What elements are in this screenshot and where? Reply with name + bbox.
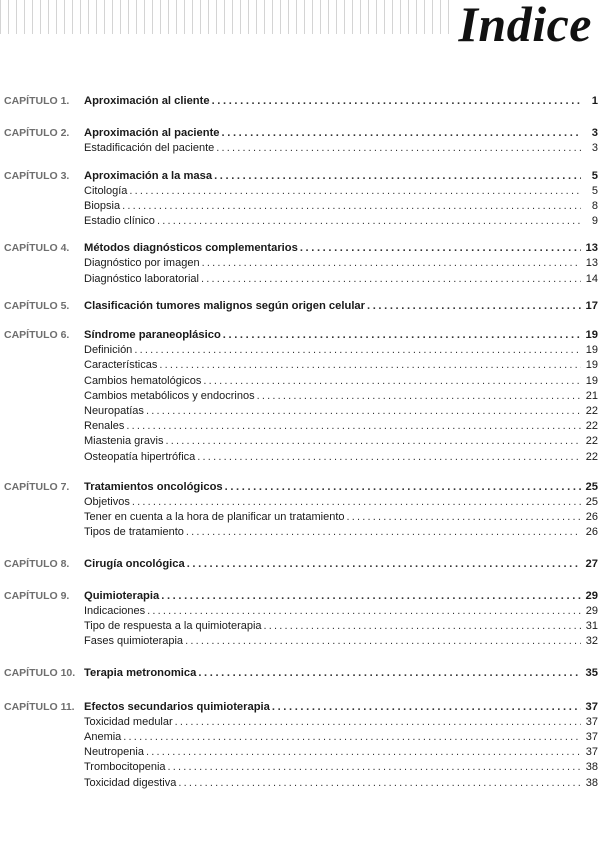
toc-chapter xyxy=(4,558,598,573)
dot-leader xyxy=(144,745,581,760)
section-title: Fases quimioterapia xyxy=(84,635,184,648)
chapter-page-number: 17 xyxy=(585,299,598,312)
section-entry xyxy=(84,730,598,745)
chapter-page-number: 35 xyxy=(585,667,598,680)
section-entry xyxy=(84,184,598,199)
section-title: Citología xyxy=(84,184,128,197)
dot-leader xyxy=(262,619,581,634)
section-page-number: 32 xyxy=(585,635,598,648)
dot-leader xyxy=(210,94,581,109)
chapter-entry xyxy=(84,589,598,604)
dot-leader xyxy=(184,525,581,540)
section-entry xyxy=(84,272,598,287)
toc-chapter xyxy=(4,299,598,314)
toc-section-row[interactable] xyxy=(4,272,598,287)
section-page-number: 19 xyxy=(585,344,598,357)
toc-chapter xyxy=(4,328,598,465)
chapter-entry xyxy=(84,299,598,314)
dot-leader xyxy=(214,141,581,156)
chapter-page-number: 29 xyxy=(585,589,598,602)
toc-chapter xyxy=(4,666,598,681)
chapter-number-label: CAPÍTULO 9. xyxy=(4,589,70,602)
dot-leader xyxy=(220,126,581,141)
toc-section-row[interactable] xyxy=(4,358,598,373)
toc-chapter-row[interactable] xyxy=(4,94,598,109)
section-page-number: 19 xyxy=(585,359,598,372)
section-entry xyxy=(84,199,598,214)
toc-chapter-row[interactable] xyxy=(4,480,598,495)
section-page-number: 25 xyxy=(585,495,598,508)
chapter-title: Aproximación al paciente xyxy=(84,127,220,140)
toc-section-row[interactable] xyxy=(4,257,598,272)
section-title: Objetivos xyxy=(84,495,130,508)
dot-leader xyxy=(144,404,581,419)
dot-leader xyxy=(195,450,581,465)
chapter-title: Tratamientos oncológicos xyxy=(84,480,223,493)
chapter-number-label: CAPÍTULO 10. xyxy=(4,667,76,680)
toc-section-row[interactable] xyxy=(4,634,598,649)
section-entry xyxy=(84,358,598,373)
section-title: Neuropatías xyxy=(84,404,144,417)
section-page-number: 14 xyxy=(585,272,598,285)
section-entry xyxy=(84,256,598,271)
toc-section-row[interactable] xyxy=(4,374,598,389)
dot-leader xyxy=(185,557,581,572)
section-page-number: 22 xyxy=(585,404,598,417)
dot-leader xyxy=(127,184,581,199)
section-title: Diagnóstico laboratorial xyxy=(84,272,199,285)
chapter-entry xyxy=(84,557,598,572)
section-page-number: 3 xyxy=(591,142,598,155)
section-page-number: 22 xyxy=(585,450,598,463)
toc-section-row[interactable] xyxy=(4,745,598,760)
section-title: Toxicidad medular xyxy=(84,715,173,728)
section-entry xyxy=(84,450,598,465)
section-page-number: 22 xyxy=(585,420,598,433)
chapter-number-label: CAPÍTULO 1. xyxy=(4,94,70,107)
chapter-entry xyxy=(84,94,598,109)
chapter-number-label: CAPÍTULO 7. xyxy=(4,480,70,493)
dot-leader xyxy=(121,730,581,745)
chapter-title: Cirugía oncológica xyxy=(84,558,185,571)
chapter-entry xyxy=(84,328,598,343)
toc-chapter-row[interactable] xyxy=(4,299,598,314)
section-entry xyxy=(84,495,598,510)
section-page-number: 9 xyxy=(591,215,598,228)
dot-leader xyxy=(166,760,581,775)
chapter-title: Aproximación a la masa xyxy=(84,169,213,182)
chapter-title: Aproximación al cliente xyxy=(84,94,210,107)
chapter-page-number: 13 xyxy=(585,242,598,255)
section-entry xyxy=(84,745,598,760)
section-title: Indicaciones xyxy=(84,604,146,617)
chapter-page-number: 37 xyxy=(585,700,598,713)
chapter-entry xyxy=(84,126,598,141)
toc-chapter xyxy=(4,589,598,650)
section-entry xyxy=(84,715,598,730)
section-title: Tipo de respuesta a la quimioterapia xyxy=(84,620,262,633)
section-page-number: 8 xyxy=(591,199,598,212)
section-entry xyxy=(84,389,598,404)
dot-leader xyxy=(200,256,581,271)
toc-section-row[interactable] xyxy=(4,184,598,199)
section-page-number: 19 xyxy=(585,374,598,387)
section-page-number: 29 xyxy=(585,604,598,617)
toc-section-row[interactable] xyxy=(4,715,598,730)
section-page-number: 21 xyxy=(585,389,598,402)
toc-chapter-row[interactable] xyxy=(4,126,598,141)
section-title: Cambios metabólicos y endocrinos xyxy=(84,389,255,402)
chapter-page-number: 3 xyxy=(591,127,598,140)
section-title: Miastenia gravis xyxy=(84,435,164,448)
toc-chapter-row[interactable] xyxy=(4,328,598,343)
toc-chapter-row[interactable] xyxy=(4,700,598,715)
chapter-title: Quimioterapia xyxy=(84,589,160,602)
chapter-title: Síndrome paraneoplásico xyxy=(84,329,221,342)
section-entry xyxy=(84,404,598,419)
section-entry xyxy=(84,419,598,434)
section-page-number: 5 xyxy=(591,184,598,197)
chapter-title: Efectos secundarios quimioterapia xyxy=(84,700,270,713)
toc-chapter-row[interactable] xyxy=(4,241,598,256)
dot-leader xyxy=(255,389,581,404)
dot-leader xyxy=(155,214,581,229)
section-page-number: 13 xyxy=(585,257,598,270)
dot-leader xyxy=(212,169,581,184)
section-title: Neutropenia xyxy=(84,746,144,759)
chapter-page-number: 27 xyxy=(585,558,598,571)
chapter-page-number: 1 xyxy=(591,94,598,107)
table-of-contents xyxy=(4,94,598,801)
toc-section-row[interactable] xyxy=(4,619,598,634)
toc-chapter xyxy=(4,700,598,791)
dot-leader xyxy=(196,666,581,681)
section-title: Definición xyxy=(84,344,133,357)
chapter-number-label: CAPÍTULO 3. xyxy=(4,169,70,182)
toc-section-row[interactable] xyxy=(4,343,598,358)
section-title: Trombocitopenia xyxy=(84,761,166,774)
dot-leader xyxy=(159,589,581,604)
section-title: Cambios hematológicos xyxy=(84,374,202,387)
chapter-number-label: CAPÍTULO 5. xyxy=(4,299,70,312)
section-entry xyxy=(84,214,598,229)
toc-section-row[interactable] xyxy=(4,419,598,434)
section-entry xyxy=(84,141,598,156)
chapter-title: Terapia metronomica xyxy=(84,667,197,680)
chapter-title: Clasificación tumores malignos según origen celular xyxy=(84,299,366,312)
chapter-number-label: CAPÍTULO 4. xyxy=(4,242,70,255)
section-title: Biopsia xyxy=(84,199,121,212)
section-title: Tipos de tratamiento xyxy=(84,526,184,539)
toc-section-row[interactable] xyxy=(4,510,598,525)
chapter-number-label: CAPÍTULO 6. xyxy=(4,329,70,342)
section-page-number: 37 xyxy=(585,746,598,759)
toc-chapter-row[interactable] xyxy=(4,169,598,184)
dot-leader xyxy=(345,510,582,525)
section-page-number: 37 xyxy=(585,730,598,743)
section-title: Características xyxy=(84,359,158,372)
chapter-number-label: CAPÍTULO 2. xyxy=(4,127,70,140)
toc-section-row[interactable] xyxy=(4,404,598,419)
dot-leader xyxy=(130,495,581,510)
dot-leader xyxy=(365,299,581,314)
dot-leader xyxy=(298,241,581,256)
section-page-number: 26 xyxy=(585,526,598,539)
dot-leader xyxy=(157,358,581,373)
section-title: Estadio clínico xyxy=(84,215,155,228)
section-entry xyxy=(84,510,598,525)
section-entry xyxy=(84,434,598,449)
toc-chapter xyxy=(4,126,598,156)
page-title: Indice xyxy=(458,0,592,52)
section-title: Toxicidad digestiva xyxy=(84,776,177,789)
section-title: Diagnóstico por imagen xyxy=(84,257,200,270)
dot-leader xyxy=(120,199,581,214)
toc-chapter xyxy=(4,169,598,230)
section-page-number: 22 xyxy=(585,435,598,448)
toc-chapter-row[interactable] xyxy=(4,558,598,573)
dot-leader xyxy=(223,480,581,495)
section-entry xyxy=(84,374,598,389)
toc-chapter xyxy=(4,480,598,541)
chapter-entry xyxy=(84,666,598,681)
section-entry xyxy=(84,619,598,634)
toc-section-row[interactable] xyxy=(4,434,598,449)
section-page-number: 31 xyxy=(585,620,598,633)
chapter-entry xyxy=(84,169,598,184)
chapter-page-number: 25 xyxy=(585,480,598,493)
chapter-title: Métodos diagnósticos complementarios xyxy=(84,242,298,255)
dot-leader xyxy=(124,419,581,434)
toc-section-row[interactable] xyxy=(4,495,598,510)
section-page-number: 26 xyxy=(585,511,598,524)
section-title: Anemia xyxy=(84,730,122,743)
dot-leader xyxy=(173,715,581,730)
toc-section-row[interactable] xyxy=(4,604,598,619)
toc-section-row[interactable] xyxy=(4,776,598,791)
dot-leader xyxy=(132,343,581,358)
toc-chapter-row[interactable] xyxy=(4,589,598,604)
header-decorative-stripes xyxy=(0,0,455,34)
toc-section-row[interactable] xyxy=(4,730,598,745)
chapter-number-label: CAPÍTULO 11. xyxy=(4,700,75,713)
toc-section-row[interactable] xyxy=(4,389,598,404)
toc-section-row[interactable] xyxy=(4,450,598,465)
toc-chapter xyxy=(4,94,598,109)
dot-leader xyxy=(199,272,581,287)
section-entry xyxy=(84,604,598,619)
chapter-page-number: 19 xyxy=(585,329,598,342)
section-title: Tener en cuenta a la hora de planificar un tratamiento xyxy=(84,511,345,524)
dot-leader xyxy=(145,604,581,619)
toc-section-row[interactable] xyxy=(4,199,598,214)
toc-section-row[interactable] xyxy=(4,525,598,540)
section-title: Estadificación del paciente xyxy=(84,142,215,155)
dot-leader xyxy=(163,434,581,449)
chapter-page-number: 5 xyxy=(591,169,598,182)
dot-leader xyxy=(176,776,581,791)
section-entry xyxy=(84,343,598,358)
toc-chapter-row[interactable] xyxy=(4,666,598,681)
section-title: Osteopatía hipertrófica xyxy=(84,450,196,463)
toc-section-row[interactable] xyxy=(4,760,598,775)
chapter-number-label: CAPÍTULO 8. xyxy=(4,558,70,571)
section-entry xyxy=(84,776,598,791)
section-entry xyxy=(84,634,598,649)
dot-leader xyxy=(201,374,581,389)
section-page-number: 37 xyxy=(585,715,598,728)
dot-leader xyxy=(270,700,581,715)
section-page-number: 38 xyxy=(585,776,598,789)
toc-section-row[interactable] xyxy=(4,141,598,156)
dot-leader xyxy=(183,634,581,649)
section-entry xyxy=(84,760,598,775)
toc-section-row[interactable] xyxy=(4,214,598,229)
chapter-entry xyxy=(84,480,598,495)
toc-chapter xyxy=(4,241,598,287)
chapter-entry xyxy=(84,241,598,256)
dot-leader xyxy=(221,328,581,343)
section-page-number: 38 xyxy=(585,761,598,774)
section-title: Renales xyxy=(84,420,125,433)
chapter-entry xyxy=(84,700,598,715)
section-entry xyxy=(84,525,598,540)
